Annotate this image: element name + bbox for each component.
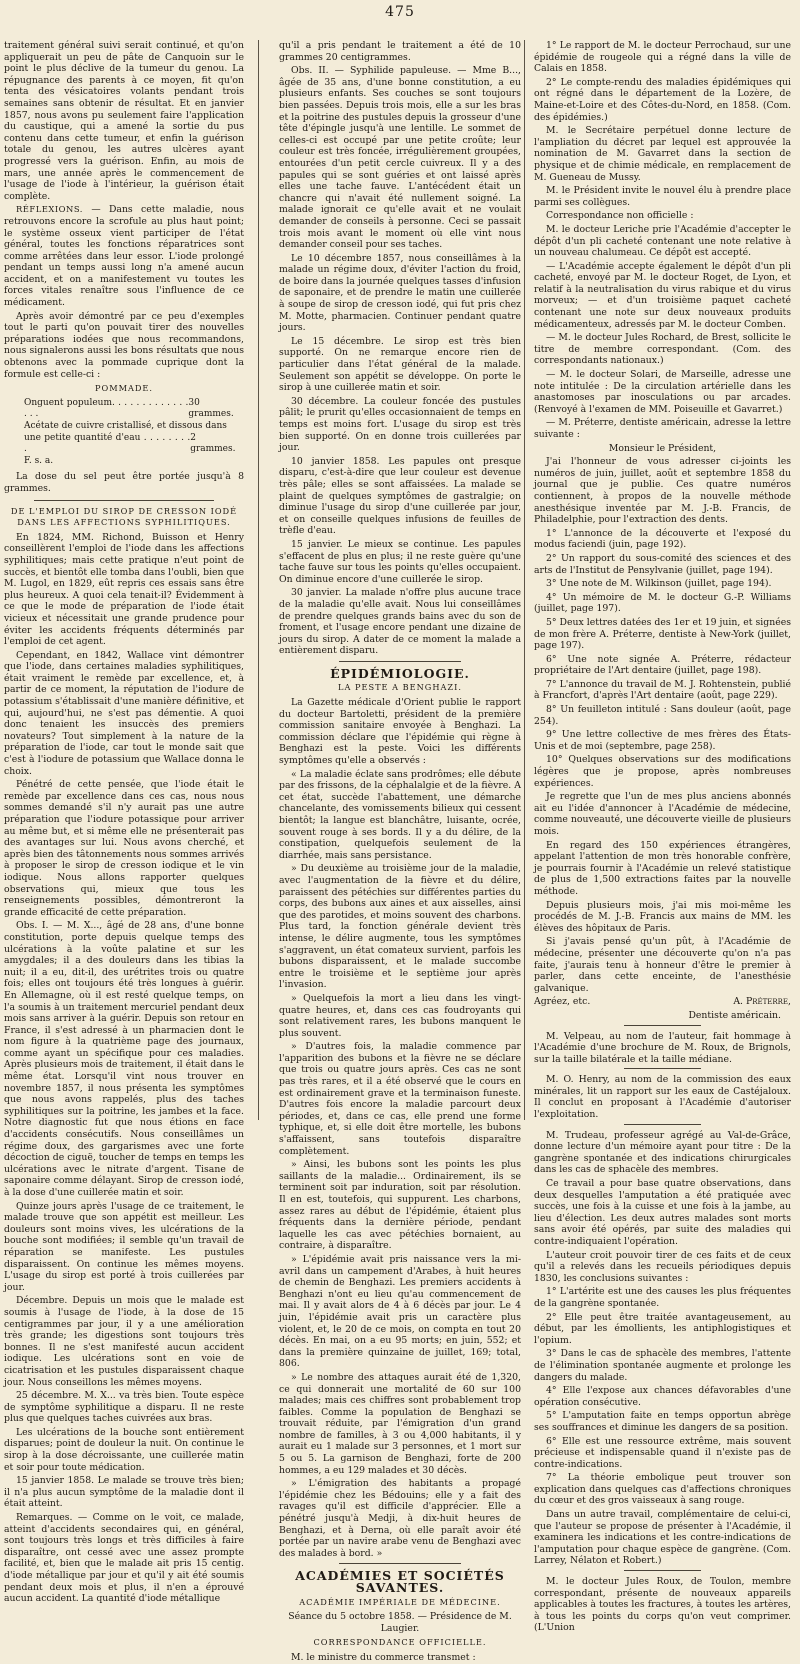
paragraph: qu'il a pris pendant le traitement a été de 10 grammes 20 centigrammes.: [279, 40, 521, 63]
paragraph: Depuis plusieurs mois, j'ai mis moi-même les procédés de M. J.-B. Francis aux mains de MM. les élèves des hôpitaux de Paris.: [534, 899, 791, 934]
signature-line: [534, 996, 791, 1008]
paragraph: Si j'avais pensé qu'un pût, à l'Académie de médecine, présenter une découverte qu'on n'a pas faite, j'aurais tenu à honneur d'être le premier à parler, dans cette enceinte, de l'anesthésie galvanique.: [534, 936, 791, 994]
section-rule: [339, 661, 461, 662]
list-item: 3° Dans le cas de sphacèle des membres, l'attente de l'élimination spontanée augmente et prolonge les dangers du malade.: [534, 1348, 791, 1383]
list-item: 6° Elle est une ressource extrême, mais souvent précieuse et indispensable quand il n'existe pas de contre-indications.: [534, 1435, 791, 1470]
list-item: 8° Un feuilleton intitulé : Sans douleur (août, page 254).: [534, 704, 791, 727]
paragraph: Remarques. — Comme on le voit, ce malade, atteint d'accidents secondaires qui, en général, sont toujours très longs et très difficiles à faire disparaître, ont cessé avec une assez prompte facilité, et, bien que le malade ait pris 15 centig. d'iode métallique par jour et qu'il y ait été soumis pendant deux mois et plus, il n'en a éprouvé aucun accident. La quantité d'iode métallique: [4, 1512, 244, 1605]
paragraph: J'ai l'honneur de vous adresser ci-joints les numéros de juin, juillet, août et septembre 1858 du journal que je publie. Ces quatre numéros contiennent, à propos de la nouvelle méthode anesthésique inventée par M. J.-B. Francis, de Philadelphie, pour l'extraction des dents.: [534, 456, 791, 526]
column-left: [4, 40, 244, 1605]
list-item: 1° L'annonce de la découverte et l'exposé du modus faciendi (juin, page 192).: [534, 527, 791, 551]
recipe-line: [24, 398, 244, 421]
recipe-ingredient: Acétate de cuivre cristallisé, et dissous dans: [24, 421, 227, 431]
paragraph: 30 janvier. La malade n'offre plus aucune trace de la maladie qu'elle avait. Nous lui conseillâmes de prendre quelques grands bains avec du son de froment, et l'usage encore pendant une dizaine de jours du sirop. A dater de ce moment la malade a entièrement disparu.: [279, 587, 521, 657]
academy-name: ACADÉMIE IMPÉRIALE DE MÉDECINE.: [299, 1596, 501, 1607]
paragraph: » Quelquefois la mort a lieu dans les vingt-quatre heures, et, dans ces cas foudroyants qui sont relativement rares, les bubons manquent le plus souvent.: [279, 992, 521, 1039]
signature-title: Dentiste américain.: [688, 1009, 781, 1021]
list-item: 5° Deux lettres datées des 1er et 19 juin, et signées de mon frère A. Préterre, dentiste à New-York (juillet, page 197).: [534, 616, 791, 652]
section-rule: [624, 1570, 701, 1571]
letter-salutation: Monsieur le Président,: [608, 442, 717, 454]
paragraph: — M. Préterre, dentiste américain, adresse la lettre suivante :: [534, 417, 791, 440]
column-divider: [524, 40, 525, 1120]
paragraph: » L'épidémie avait pris naissance vers la mi-avril dans un campement d'Arabes, à huit heures de chemin de Benghazi. Les premiers accidents à Benghazi n'ont eu lieu qu'au commencement de mai. Il y avait alors de 4 à 6 décès par jour. Le 4 juin, l'épidémie avait pris un caractère plus violent, et, le 20 de ce mois, on compta en tout 20 décès. En mai, on a eu 95 morts; en juin, 552; et dans la première quinzaine de juillet, 169; total, 806.: [279, 1253, 521, 1370]
recipe-fsa: F. s. a.: [24, 455, 54, 466]
list-item: 5° L'amputation faite en temps opportun abrège ses souffrances et diminue les dangers de sa position.: [534, 1410, 791, 1433]
paragraph: 30 décembre. La couleur foncée des pustules pâlit; le prurit qu'elles occasionnaient de temps en temps est moins fort. L'usage du sirop est très bien supporté. On en donne trois cuillerées par jour.: [279, 395, 521, 454]
paragraph: — M. le docteur Jules Rochard, de Brest, sollicite le titre de membre correspondant. (Com. des correspondants nationaux.): [534, 332, 791, 367]
section-rule: [34, 500, 214, 501]
paragraph: Quinze jours après l'usage de ce traitement, le malade trouve que son appétit est meilleur. Les douleurs sont moins vives, les ulcérations de la bouche sont modifiées; il semble qu'un travail de réparation se manifeste. Les pustules disparaissent. On continue les mêmes moyens. L'usage du sirop est porté à trois cuillerées par jour.: [4, 1200, 244, 1293]
paragraph: 10 janvier 1858. Les papules ont presque disparu, c'est-à-dire que leur couleur est devenue très pâle; elles se sont affaissées. La malade se plaint de quelques symptômes de gastralgie; on diminue l'usage du sirop d'une cuillerée par jour, et on conseille quelques infusions de feuilles de trèfle d'eau.: [279, 455, 521, 537]
list-item: 4° Un mémoire de M. le docteur G.-P. Williams (juillet, page 197).: [534, 591, 791, 615]
section-rule: [624, 1025, 701, 1026]
paragraph: » Le nombre des attaques aurait été de 1,320, ce qui donnerait une mortalité de 60 sur 100 malades; mais ces chiffres sont probablement trop faibles. Comme la population de Benghazi se trouvait réduite, par l'émigration d'un grand nombre de familles, à 3 ou 4,000 habitants, il y aurait eu 1 malade sur 3 personnes, et 1 mort sur 5 ou 5. La garnison de Benghazi, forte de 200 hommes, a eu 129 malades et 30 décès.: [279, 1371, 521, 1476]
paragraph: M. O. Henry, au nom de la commission des eaux minérales, lit un rapport sur les eaux de Castéjaloux. Il conclut en proposant à l'Académie d'autoriser l'exploitation.: [534, 1074, 791, 1121]
session-line: Séance du 5 octobre 1858. — Présidence de M. Laugier.: [288, 1611, 512, 1634]
paragraph: » D'autres fois, la maladie commence par l'apparition des bubons et la fièvre ne se déclare que trois ou quatre jours après. Ces cas ne sont pas très rares, et il a été observé que le cours en est ordinairement grave et la terminaison funeste. D'autres fois encore la maladie parcourt deux périodes, et, dans ce cas, elle prend une forme typhique, et, si elle doit être mortelle, les bubons s'affaissent, sans toutefois disparaître complètement.: [279, 1041, 521, 1157]
column-right: [534, 40, 791, 1634]
signature-closing: Agréez, etc.: [534, 996, 591, 1008]
paragraph: Correspondance non officielle :: [546, 210, 694, 222]
column-divider: [258, 40, 259, 1120]
column-middle: [279, 40, 521, 1663]
paragraph: « La maladie éclate sans prodrômes; elle débute par des frissons, de la céphalalgie et de la fièvre. A cet état, succède l'abattement, une démarche chancelante, des vomissements bilieux qui cessent bientôt; la langue est blanchâtre, luisante, ocrée, souvent rouge à ses bords. Il y a du délire, de la constipation, quelquefois seulement de la diarrhée, mais sans persistance.: [279, 768, 521, 861]
list-item: 7° L'annonce du travail de M. J. Rohtenstein, publié à Francfort, d'après l'Art dentaire (août, page 229).: [534, 678, 791, 702]
list-item: 2° Elle peut être traitée avantageusement, au début, par les émollients, les antiphlogistiques et l'opium.: [534, 1311, 791, 1346]
paragraph: » Du deuxième au troisième jour de la maladie, avec l'augmentation de la fièvre et du délire, paraissent des pétéchies sur différentes parties du corps, des bubons aux aines et aux aisselles, ainsi que des parotides, et moins souvent des charbons. Plus tard, la fonction générale devient très intense, le délire augmente, tous les symptômes s'aggravent, un état comateux survient, parfois les bubons disparaissent, et le malade succombe entre le troisième et le septième jour après l'invasion.: [279, 863, 521, 991]
paragraph: M. le docteur Jules Roux, de Toulon, membre correspondant, présente de nouveaux appareils applicables à toutes les fractures, à toutes les artères, à tous les points du corps qu'on veut comprimer. (L'Union: [534, 1576, 791, 1634]
paragraph: Dans un autre travail, complémentaire de celui-ci, que l'auteur se propose de présenter à l'Académie, il examinera les indications et les contre-indications de l'amputation pour chaque espèce de gangrène. (Com. Larrey, Nélaton et Robert.): [534, 1509, 791, 1567]
paragraph: Le 10 décembre 1857, nous conseillâmes à la malade un régime doux, d'éviter l'action du froid, de boire dans la journée quelques tasses d'infusion de saponaire, et de prendre le matin une cuillerée à soupe de sirop de cresson iodé, qui fut pris chez M. Motte, pharmacien. Continuer pendant quatre jours.: [279, 252, 521, 334]
section-rule: [624, 1124, 701, 1125]
paragraph: 25 décembre. M. X... va très bien. Toute espèce de symptôme syphilitique a disparu. Il ne reste plus que quelques taches cuivrées aux bras.: [4, 1390, 244, 1425]
paragraph: Obs. I. — M. X..., âgé de 28 ans, d'une bonne constitution, porte depuis quelque temps des ulcérations à la voûte palatine et sur les amygdales; il a des douleurs dans les tibias la nuit; il a eu, dit-il, des urétrites trois ou quatre fois; elles ont toujours été très longues à guérir. En Allemagne, où il est resté quelque temps, on l'a soumis à un traitement mercuriel pendant deux mois sans arriver à la guérir. Depuis son retour en France, il s'est adressé à un pharmacien dont le nom figure à la quatrième page des journaux, comme ayant un spécifique pour ces maladies. Après plusieurs mois de traitement, il était dans le même état. Lorsqu'il vint nous trouver en novembre 1857, il nous présenta les symptômes que nous avons rappelés, plus des taches syphilitiques sur la poitrine, les jambes et la face. Notre diagnostic fut que nous étions en face d'accidents consécutifs. Nous conseillâmes un régime doux, des gargarismes avec une forte décoction de ciguë, toucher de temps en temps les ulcérations avec le nitrate d'argent. Tisane de saponaire comme délayant. Sirop de cresson iodé, à la dose d'une cuillerée matin et soir.: [4, 920, 244, 1198]
list-item: 1° L'artérite est une des causes les plus fréquentes de la gangrène spontanée.: [534, 1286, 791, 1309]
list-item: 4° Elle l'expose aux chances défavorables d'une opération consécutive.: [534, 1385, 791, 1408]
paragraph: La Gazette médicale d'Orient publie le rapport du docteur Bartoletti, président de la première commission sanitaire envoyée à Benghazi. La commission déclare que l'épidémie qui règne à Benghazi est la peste. Voici les différents symptômes qu'elle a observés :: [279, 697, 521, 767]
list-item: 3° Une note de M. Wilkinson (juillet, page 194).: [546, 578, 772, 590]
paragraph: Après avoir démontré par ce peu d'exemples tout le parti qu'on pouvait tirer des nouvelles préparations iodées que nous recommandons, nous signalerons aussi les bons résultats que nous obtenons avec la pommade cuprique dont la formule est celle-ci :: [4, 310, 244, 380]
list-item: 10° Quelques observations sur des modifications légères que je propose, après nombreuses expériences.: [534, 754, 791, 789]
paragraph: Les ulcérations de la bouche sont entièrement disparues; point de douleur la nuit. On continue le sirop à la dose décroissante, une cuillerée matin et soir pour toute médication.: [4, 1426, 244, 1473]
recipe-quantity: 2 grammes.: [190, 432, 236, 455]
list-item: 7° La théorie embolique peut trouver son explication dans quelques cas d'affections chroniques du cœur et des gros vaisseaux à sang rouge.: [534, 1472, 791, 1507]
paragraph: » Ainsi, les bubons sont les points les plus saillants de la maladie... Ordinairement, ils se terminent soit par induration, soit par résolution. Il en est, toutefois, qui suppurent. Les charbons, assez rares au début de l'épidémie, étaient plus fréquents dans la dernière période, pendant laquelle les cas avec pétéchies bornaient, au contraire, à disparaître.: [279, 1159, 521, 1252]
paragraph: M. le ministre du commerce transmet :: [291, 1651, 476, 1663]
section-title: DE L'EMPLOI DU SIROP DE CRESSON IODÉ DANS LES AFFECTIONS SYPHILITIQUES.: [10, 505, 238, 528]
recipe-block: [24, 398, 244, 468]
paragraph-text: — Dans cette maladie, nous retrouvons encore la scrofule au plus haut point; le système osseux vient participer de l'état général, toutes les fonctions réparatrices sont comme arrêtées dans leur essor. L'iode prolongé pendant un temps aussi long n'a amené aucun accident, et on a manifestement vu toutes les forces vitales renaître sous l'influence de ce médicament.: [4, 204, 244, 309]
page-number: 475: [385, 4, 415, 20]
paragraph: En regard des 150 expériences étrangères, appelant l'attention de mon très honorable confrère, je pourrais fournir à l'Académie un relevé statistique de plus de 1,500 extractions faites par la nouvelle méthode.: [534, 839, 791, 897]
paragraph: M. Trudeau, professeur agrégé au Val-de-Grâce, donne lecture d'un mémoire ayant pour titre : De la gangrène spontanée et des indications chirurgicales dans les cas de sphacèle des membres.: [534, 1129, 791, 1176]
list-item: 2° Un rapport du sous-comité des sciences et des arts de l'Institut de Pensylvanie (juillet, page 194).: [534, 552, 791, 576]
recipe-quantity: 30 grammes.: [188, 397, 234, 420]
section-title: ÉPIDÉMIOLOGIE.: [330, 665, 470, 681]
paragraph: Ce travail a pour base quatre observations, dans deux desquelles l'amputation a été pratiquée avec succès, une fois à la cuisse et une fois à la jambe, au lieu d'élection. Les deux autres malades sont morts sans avoir été opérés, par suite des maladies qui contre-indiquaient l'opération.: [534, 1178, 791, 1247]
paragraph: » L'émigration des habitants a propagé l'épidémie chez les Bédouins; elle y a fait des ravages qu'il est difficile d'apprécier. Elle a pénétré jusqu'à Medji, à dix-huit heures de Benghazi, et à Derna, où elle paraît avoir été portée par un navire arabe venu de Benghazi avec des malades à bord. »: [279, 1478, 521, 1559]
paragraph: M. Velpeau, au nom de l'auteur, fait hommage à l'Académie d'une brochure de M. Roux, de Brignols, sur la taille bilatérale et la taille médiane.: [534, 1030, 791, 1065]
paragraph: 15 janvier 1858. Le malade se trouve très bien; il n'a plus aucun symptôme de la maladie dont il était atteint.: [4, 1475, 244, 1510]
paragraph: M. le Président invite le nouvel élu à prendre place parmi ses collègues.: [534, 185, 791, 208]
list-item: 9° Une lettre collective de mes frères des États-Unis et de moi (septembre, page 258).: [534, 729, 791, 752]
section-rule: [339, 1563, 461, 1564]
paragraph: L'auteur croit pouvoir tirer de ces faits et de ceux qu'il a relevés dans les recueils périodiques depuis 1830, les conclusions suivantes :: [534, 1249, 791, 1284]
paragraph: — L'Académie accepte également le dépôt d'un pli cacheté, envoyé par M. le docteur Roget, de Lyon, et relatif à la neutralisation du virus rabique et du virus morveux; — et d'un troisième paquet cacheté contenant une note sur deux nouveaux produits médicamenteux, adressés par M. le docteur Comben.: [534, 260, 791, 330]
paragraph: M. le docteur Leriche prie l'Académie d'accepter le dépôt d'un pli cacheté contenant une note relative à un nouveau chalumeau. Ce dépôt est accepté.: [534, 223, 791, 259]
paragraph: 15 janvier. Le mieux se continue. Les papules s'effacent de plus en plus; il ne reste guère qu'une tache fauve sur tous les points qu'elles occupaient. On diminue encore d'une cuillerée le sirop.: [279, 538, 521, 585]
paragraph: Je regrette que l'un de mes plus anciens abonnés ait eu l'idée d'annoncer à l'Académie de médecine, comme nouveauté, une découverte vieille de plusieurs mois.: [534, 791, 791, 837]
subsection-title: CORRESPONDANCE OFFICIELLE.: [313, 1637, 487, 1648]
paragraph: 2° Le compte-rendu des maladies épidémiques qui ont régné dans le département de la Lozère, de Maine-et-Loire et des Côtes-du-Nord, en 1858. (Com. des épidémies.): [534, 76, 791, 123]
recipe-title: POMMADE.: [94, 383, 154, 394]
list-item: 6° Une note signée A. Préterre, rédacteur propriétaire de l'Art dentaire (juillet, page 198).: [534, 653, 791, 677]
recipe-line: [24, 433, 244, 456]
paragraph: En 1824, MM. Richond, Buisson et Henry conseillèrent l'emploi de l'iode dans les affections syphilitiques; mais cette pratique n'eut point de succès, et bientôt elle tomba dans l'oubli, bien que M. Lugol, en 1829, eût repris ces essais sans être plus heureux. A quoi cela tenait-il? Évidemment à ce que le mode de préparation de l'iode était vicieux et nécessitait une grande prudence pour éviter les accidents fréquents déterminés par l'emploi de cet agent.: [4, 531, 244, 648]
recipe-line: [24, 421, 244, 433]
paragraph: — M. le docteur Solari, de Marseille, adresse une note intitulée : De la circulation artérielle dans les anastomoses par inosculations ou par arcades. (Renvoyé à l'examen de MM. Poiseuille et Gavarret.): [534, 369, 791, 415]
paragraph: La dose du sel peut être portée jusqu'à 8 grammes.: [4, 471, 244, 494]
recipe-ingredient: Onguent populeum. . . . . . . . . . . . . . . .: [24, 397, 189, 420]
paragraph: Le 15 décembre. Le sirop est très bien supporté. On ne remarque encore rien de particulier dans l'état général de la malade. Seulement son appétit se développe. On porte le sirop à une cuillerée matin et soir.: [279, 335, 521, 394]
article-title: LA PESTE A BENGHAZI.: [338, 682, 462, 693]
run-in-label: RÉFLEXIONS.: [16, 204, 83, 215]
paragraph: Décembre. Depuis un mois que le malade est soumis à l'usage de l'iode, à la dose de 15 centigrammes par jour, il y a une amélioration très grande; les digestions sont toujours très bonnes. Il ne s'est manifesté aucun accident iodique. Les ulcérations sont en voie de cicatrisation et les pustules disparaissent chaque jour. Nous conseillons les mêmes moyens.: [4, 1295, 244, 1388]
paragraph: traitement général suivi serait continué, et qu'on appliquerait un peu de pâte de Canquoin sur le point le plus déclive de la tumeur du genou. La répugnance des parents à ce moyen, fit qu'on tenta des vésicatoires volants pendant trois semaines sans obtenir de résultat. Et en janvier 1857, nous avons pu seulement faire l'application du caustique, qui a amené la sortie du pus contenu dans cette tumeur, et enfin la guérison totale du genou, les autres ulcères ayant progressé vers la guérison. Enfin, au mois de mars, une année après le commencement de l'usage de l'iode à l'intérieur, la guérison était complète.: [4, 40, 244, 202]
paragraph: Obs. II. — Syphilide papuleuse. — Mme B..., âgée de 35 ans, d'une bonne constitution, a eu plusieurs enfants. Ses couches se sont toujours bien passées. Depuis trois mois, elle a sur les bras et la poitrine des pustules depuis la grosseur d'une tête d'épingle jusqu'à une lentille. Le sommet de celles-ci est occupé par une petite croûte; leur couleur est très foncée, irrégulièrement groupées, entourées d'un petit cercle cuivreux. Il y a des papules qui se sont guéries et ont laissé après elles une tache fauve. L'antécédent était un chancre qui n'avait été nullement soigné. La malade ignorait ce qu'elle avait et ne voulait demander de conseils à personne. Ceci se passait trois mois avant le moment où elle vint nous demander conseil pour ses taches.: [279, 65, 521, 251]
signature-name: A. Préterre,: [733, 996, 791, 1008]
paragraph: [4, 204, 244, 308]
section-title: ACADÉMIES ET SOCIÉTÉS SAVANTES.: [295, 1568, 505, 1595]
paragraph: 1° Le rapport de M. le docteur Perrochaud, sur une épidémie de rougeole qui a régné dans la ville de Calais en 1858.: [534, 40, 791, 75]
section-rule: [624, 1068, 701, 1069]
paragraph: Pénétré de cette pensée, que l'iode était le remède par excellence dans ces cas, nous nous sommes demandé s'il n'y aurait pas une autre préparation que l'iodure potassique pour arriver au même but, et si même elle ne présenterait pas des avantages sur lui. Nous avons cherché, et après bien des tâtonnements nous sommes arrivés à proposer le sirop de cresson iodique et le vin iodique. Nous allons rapporter quelques observations qui, mieux que tous les renseignements possibles, démontreront la grande efficacité de cette préparation.: [4, 779, 244, 918]
paragraph: Cependant, en 1842, Wallace vint démontrer que l'iode, dans certaines maladies syphilitiques, était vraiment le remède par excellence, et, à partir de ce moment, la réputation de l'iodure de potassium s'établissait d'une manière définitive, et qui, aujourd'hui, ne s'est pas démentie. A quoi donc tenaient les insuccès des premiers novateurs? Tout simplement à la nature de la préparation de l'iode, car tout le monde sait que c'est à l'iodure de potassium que Wallace donna le choix.: [4, 649, 244, 777]
recipe-ingredient: une petite quantité d'eau . . . . . . . . .: [24, 432, 191, 455]
paragraph: M. le Secrétaire perpétuel donne lecture de l'ampliation du décret par lequel est approuvée la nomination de M. Gavarret dans la section de physique et de chimie médicale, en remplacement de M. Gueneau de Mussy.: [534, 125, 791, 183]
